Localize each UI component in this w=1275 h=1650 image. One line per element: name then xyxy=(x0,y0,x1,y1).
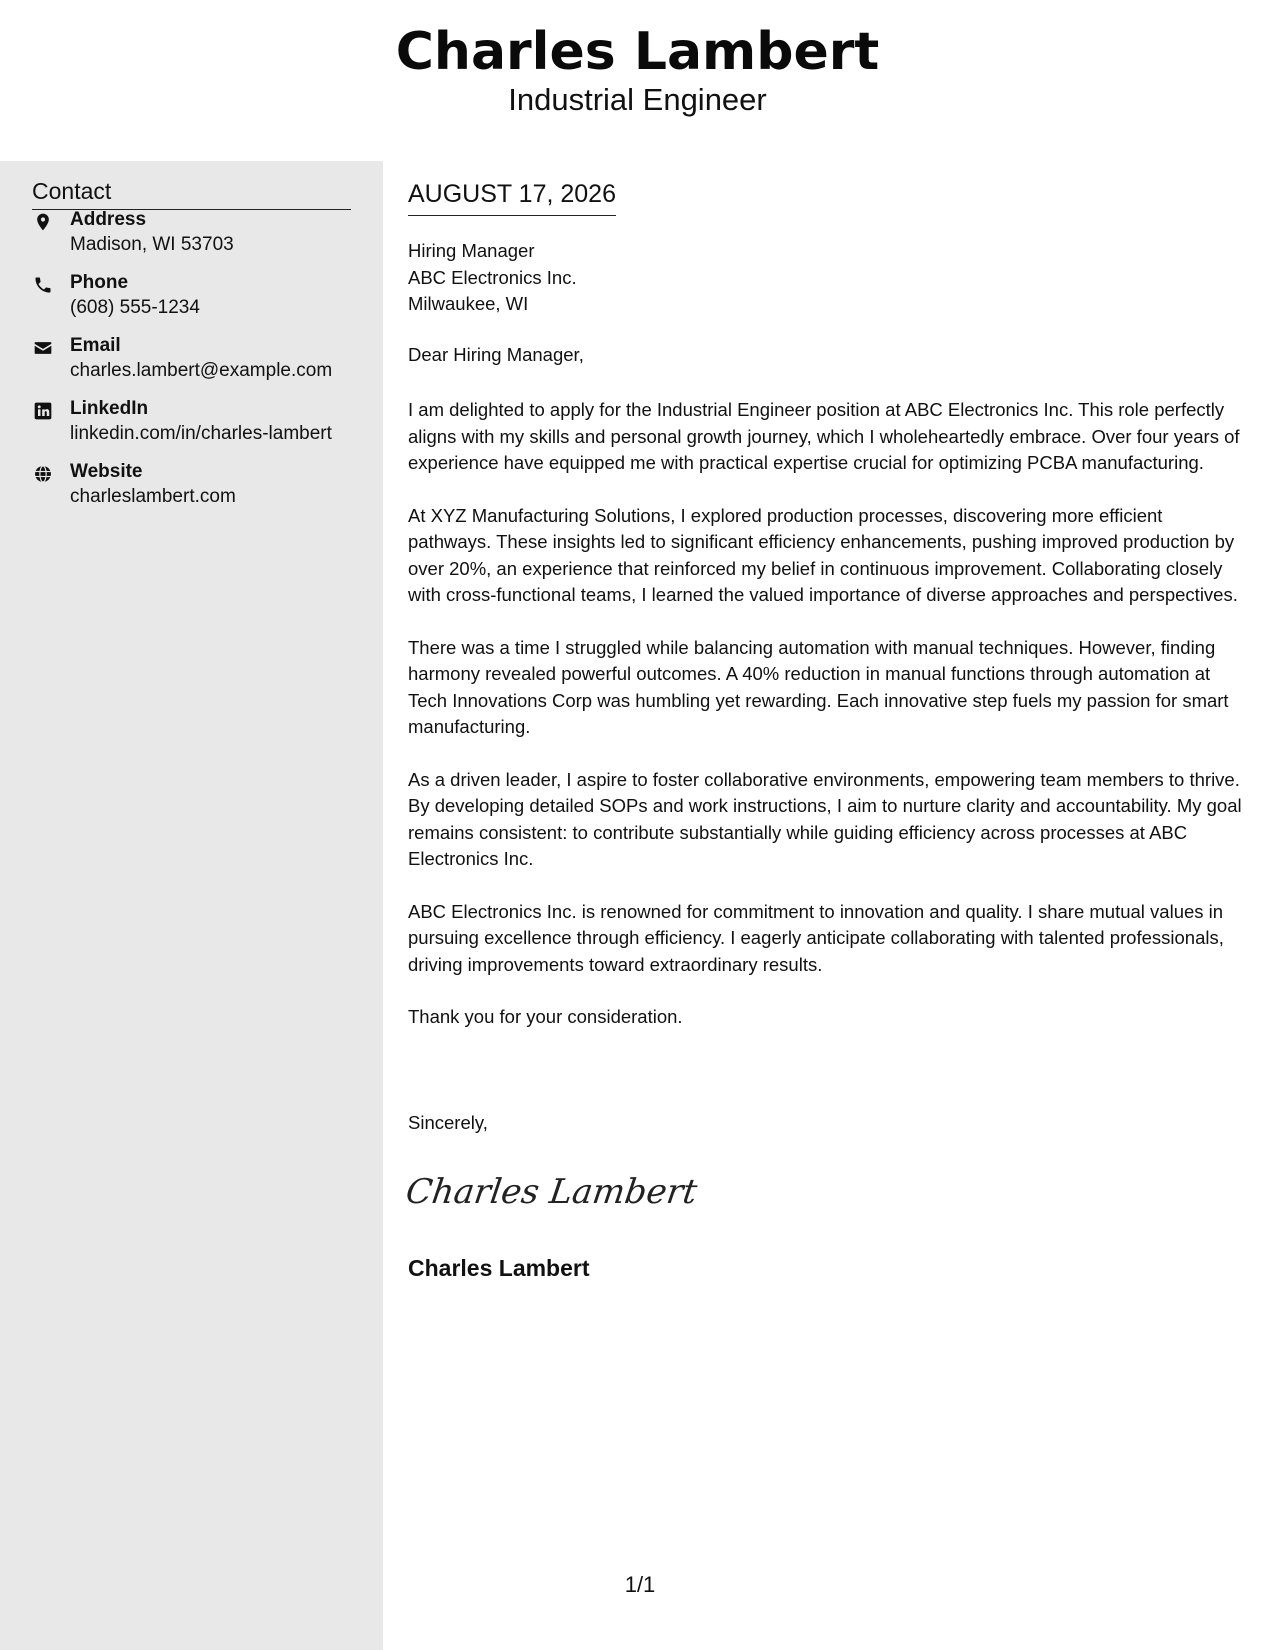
contact-label: Website xyxy=(70,461,143,482)
contact-value: linkedin.com/in/charles-lambert xyxy=(70,423,332,444)
contact-label: Address xyxy=(70,209,147,230)
contact-value: charleslambert.com xyxy=(70,486,236,507)
applicant-name: Charles Lambert xyxy=(395,22,880,82)
letter-body xyxy=(408,397,1248,1057)
contact-label: Email xyxy=(70,335,121,356)
phone-icon xyxy=(32,274,54,296)
signature-image xyxy=(403,1165,700,1215)
contact-heading: Contact xyxy=(32,178,351,210)
body-paragraph: ABC Electronics Inc. is renowned for commitment to innovation and quality. I share mutual values in pursuing excellence through efficiency. I eagerly anticipate collaborating with talented professionals, driving improvements toward extraordinary results. xyxy=(408,900,1224,975)
map-pin-icon xyxy=(32,211,54,233)
contact-label: Phone xyxy=(70,272,129,293)
linkedin-icon xyxy=(32,400,54,422)
recipient-line: Milwaukee, WI xyxy=(408,293,529,314)
job-title: Industrial Engineer xyxy=(508,82,767,117)
contact-value: Madison, WI 53703 xyxy=(70,234,234,255)
recipient-line: Hiring Manager xyxy=(408,240,535,261)
signer-name: Charles Lambert xyxy=(408,1255,590,1281)
recipient-line: ABC Electronics Inc. xyxy=(408,266,577,288)
globe-icon xyxy=(32,463,54,485)
body-paragraph: Thank you for your consideration. xyxy=(408,1006,683,1027)
page-number: 1/1 xyxy=(624,1572,656,1597)
contact-phone xyxy=(32,272,362,326)
signature-text: Charles Lambert xyxy=(403,1172,700,1212)
body-paragraph: I am delighted to apply for the Industrial Engineer position at ABC Electronics Inc. This role perfectly aligns with my skills and personal growth journey, which I wholeheartedly embrace. Over four years of experience have equipped me with practical expertise crucial for optimizing PCBA manufacturing. xyxy=(408,399,1240,473)
contact-value: charles.lambert@example.com xyxy=(70,360,333,381)
contact-email xyxy=(32,335,362,389)
envelope-icon xyxy=(32,337,54,359)
body-paragraph: At XYZ Manufacturing Solutions, I explored production processes, discovering more efficient pathways. These insights led to significant efficiency enhancements, pushing improved production by over 20%, an experience that reinforced my belief in continuous improvement. Collaborating closely with cross-functional teams, I learned the valued importance of diverse approaches and perspectives. xyxy=(408,504,1238,605)
recipient-block xyxy=(408,238,577,318)
contact-linkedin xyxy=(32,398,362,452)
letter-date: AUGUST 17, 2026 xyxy=(408,180,616,216)
contact-website xyxy=(32,461,362,515)
header xyxy=(0,0,1275,160)
contact-address xyxy=(32,209,362,263)
closing: Sincerely, xyxy=(408,1112,488,1133)
greeting: Dear Hiring Manager, xyxy=(408,344,584,365)
body-paragraph: As a driven leader, I aspire to foster collaborative environments, empowering team members to thrive. By developing detailed SOPs and work instructions, I aim to nurture clarity and accountability. My goal remains consistent: to contribute substantially while guiding efficiency across processes at ABC Electronics Inc. xyxy=(408,768,1242,869)
contact-value: (608) 555-1234 xyxy=(70,297,200,318)
body-paragraph: There was a time I struggled while balancing automation with manual techniques. However, finding harmony revealed powerful outcomes. A 40% reduction in manual functions through automation at Tech Innovations Corp was humbling yet rewarding. Each innovative step fuels my passion for smart manufacturing. xyxy=(408,636,1229,737)
contact-label: LinkedIn xyxy=(70,398,149,419)
